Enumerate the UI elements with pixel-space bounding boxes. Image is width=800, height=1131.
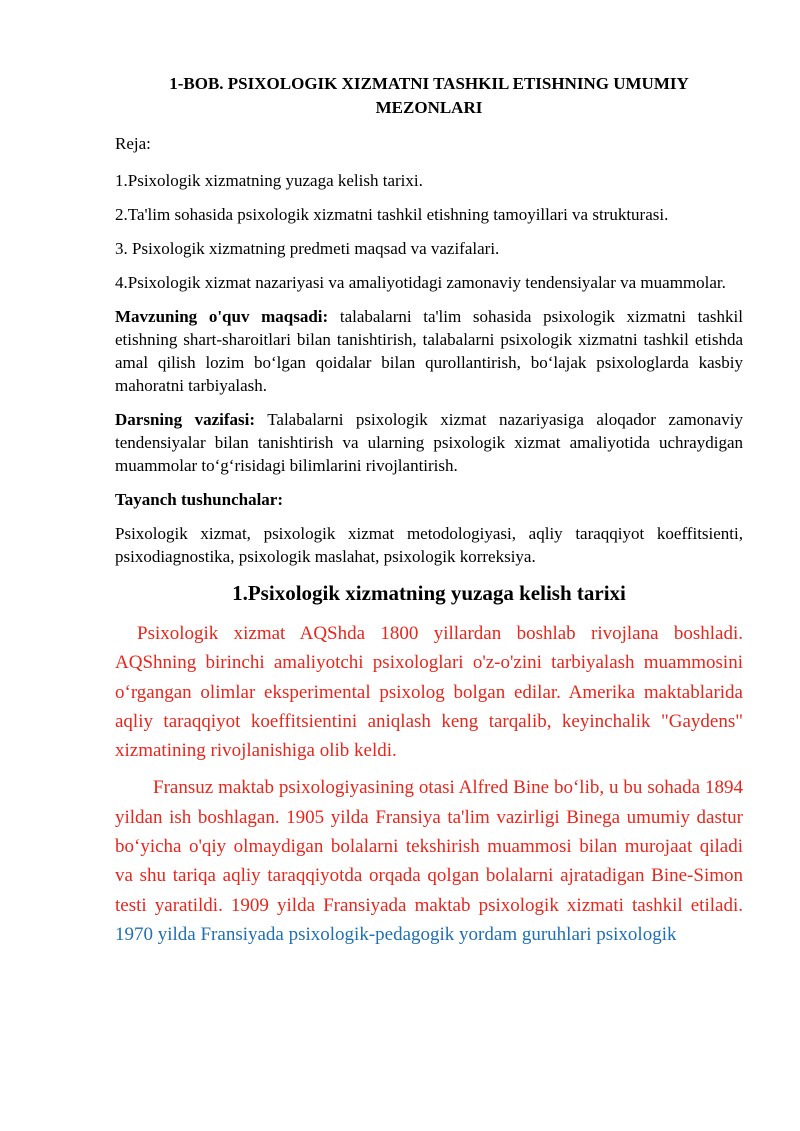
task-label: Darsning vazifasi: — [115, 410, 256, 429]
history-paragraph-1: Psixologik xizmat AQShda 1800 yillardan boshlab rivojlana boshladi. AQShning birinchi amaliyotchi psixologlari o'z-o'zini tarbiyalash muammosini o‘rgangan olimlar eksperimental psixolog bolgan edilar. Amerika maktablarida aqliy taraqqiyot koeffitsientini aniqlash keng tarqalib, keyinchalik "Gaydens" xizmatining rivojlanishiga olib keldi. — [115, 623, 743, 762]
history-paragraph-2 — [115, 773, 743, 949]
concepts-label: Tayanch tushunchalar: — [115, 490, 284, 509]
task-text: Talabalarni psixologik xizmat nazariyasiga aloqador zamonaviy tendensiyalar bilan tanishtirish va ularning psixologik xizmat amaliyotida uchraydigan muammolar to‘g‘risidagi bilimlarini rivojlantirish. — [115, 410, 743, 475]
goal-paragraph — [115, 305, 743, 397]
history-paragraph-2-red: Fransuz maktab psixologiyasining otasi Alfred Bine bo‘lib, u bu sohada 1894 yildan ish boshlagan. 1905 yilda Fransiya ta'lim vazirligi Binega umumiy dastur bo‘yicha o'qiy olmaydigan bolalarni tekshirish muammosi bilan murojaat qiladi va shu tariqa aqliy taraqqiyotda orqada qolgan bolalarni ajratadigan Bine-Simon testi yaratildi. 1909 yilda Fransiyada maktab psixologik xizmati tashkil etiladi. — [115, 777, 743, 916]
task-paragraph — [115, 408, 743, 477]
plan-label: Reja: — [115, 134, 151, 153]
chapter-title: 1-BOB. PSIXOLOGIK XIZMATNI TASHKIL ETISHNING UMUMIY MEZONLARI — [169, 74, 689, 117]
document-page — [115, 72, 743, 949]
plan-item: 4.Psixologik xizmat nazariyasi va amaliyotidagi zamonaviy tendensiyalar va muammolar. — [115, 273, 726, 292]
plan-item: 2.Ta'lim sohasida psixologik xizmatni tashkil etishning tamoyillari va strukturasi. — [115, 205, 669, 224]
plan-item: 1.Psixologik xizmatning yuzaga kelish tarixi. — [115, 171, 423, 190]
goal-text: talabalarni ta'lim sohasida psixologik xizmatni tashkil etishning shart-sharoitlari bilan tanishtirish, talabalarni psixologik xizmatni tashkil etishda amal qilish lozim bo‘lgan qoidalar bilan qurollantirish, bo‘lajak psixologlarda kasbiy mahoratni tarbiyalash. — [115, 307, 743, 395]
plan-item: 3. Psixologik xizmatning predmeti maqsad va vazifalari. — [115, 239, 500, 258]
history-paragraph-2-blue: 1970 yilda Fransiyada psixologik-pedagogik yordam guruhlari psixologik — [115, 923, 677, 945]
section-title: 1.Psixologik xizmatning yuzaga kelish tarixi — [232, 581, 626, 605]
goal-label: Mavzuning o'quv maqsadi: — [115, 307, 329, 326]
concepts-text: Psixologik xizmat, psixologik xizmat metodologiyasi, aqliy taraqqiyot koeffitsienti, psixodiagnostika, psixologik maslahat, psixologik korreksiya. — [115, 524, 743, 566]
